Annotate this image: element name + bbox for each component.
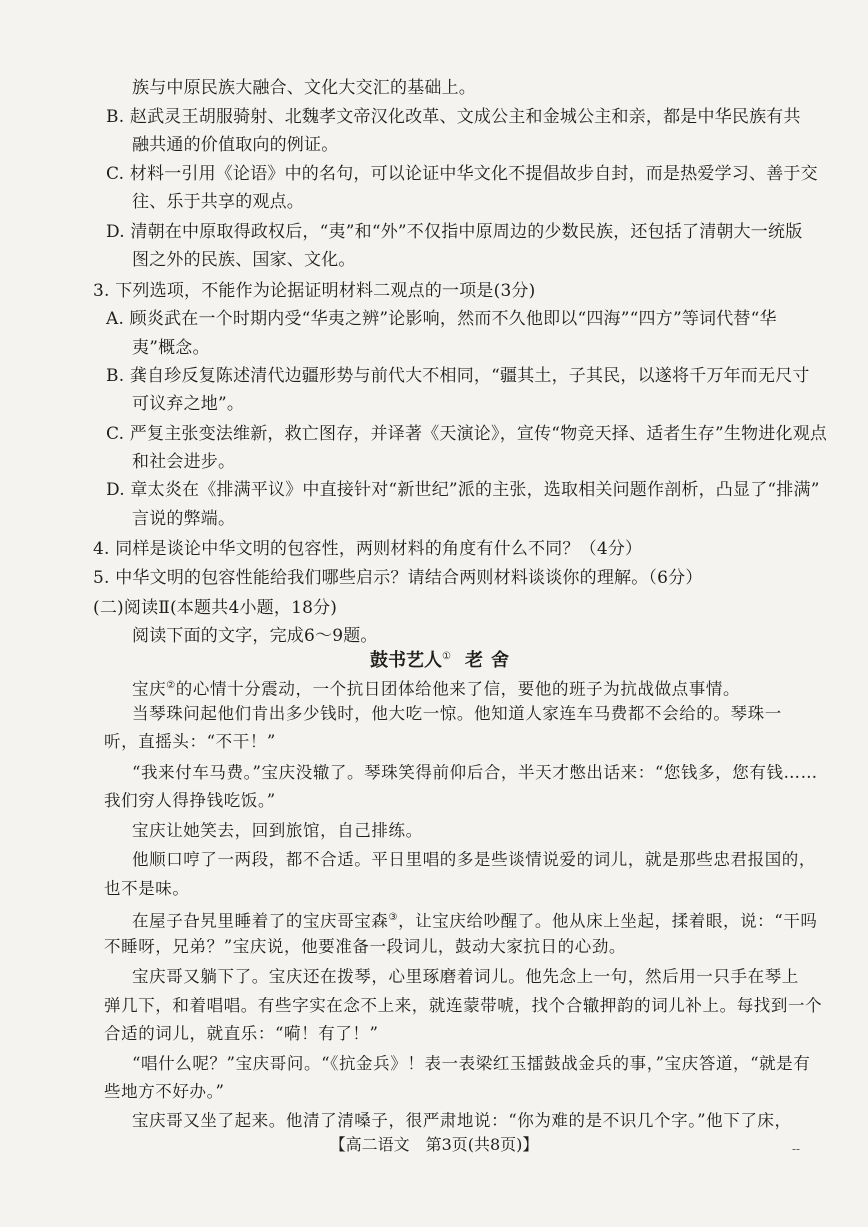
footer-mark: -- (792, 1142, 801, 1156)
story-p6-line2: 不睡呀，兄弟？”宝庆说，他要准备一段词儿，鼓动大家抗日的心劲。 (104, 937, 627, 956)
p1-name: 宝庆 (132, 679, 167, 699)
question-4: 4. 同样是谈论中华文明的包容性，两则材料的角度有什么不同？（4分） (93, 539, 643, 559)
question-5: 5. 中华文明的包容性能给我们哪些启示？请结合两则材料谈谈你的理解。（6分） (93, 568, 703, 588)
story-p6-line1 (132, 907, 818, 933)
q3-option-a-line2: 夷”概念。 (132, 338, 210, 358)
page-footer: 【高二语文 第3页(共8页)】 (329, 1135, 539, 1154)
story-title-text: 鼓书艺人 (370, 650, 442, 671)
story-p7-line3: 合适的词儿，就直乐：“嗬！有了！” (104, 1024, 379, 1043)
q3-option-b-line1: B. 龚自珍反复陈述清代边疆形势与前代大不相同，“疆其土，子其民，以遂将千万年而无尺寸 (106, 366, 810, 386)
q3-option-c-line2: 和社会进步。 (132, 452, 236, 472)
p1-footnote-mark: ② (166, 680, 176, 691)
q3-option-c-line1: C. 严复主张变法维新，救亡图存，并译著《天演论》，宣传“物竞天择、适者生存”生物进化观点 (106, 424, 828, 444)
q2-option-d-line2: 图之外的民族、国家、文化。 (132, 250, 356, 270)
q2-option-a-continuation: 族与中原民族大融合、文化大交汇的基础上。 (132, 78, 476, 98)
story-author: 老舍 (464, 650, 517, 671)
section-instruction: 阅读下面的文字，完成6～9题。 (132, 626, 378, 646)
q3-stem: 3. 下列选项，不能作为论据证明材料二观点的一项是(3分) (93, 281, 536, 301)
story-title (370, 646, 517, 672)
story-p2-line1: 当琴珠问起他们肯出多少钱时，他大吃一惊。他知道人家连车马费都不会给的。琴珠一 (132, 704, 782, 723)
story-p3-line1: “我来付车马费。”宝庆没辙了。琴珠笑得前仰后合，半天才憋出话来：“您钱多，您有钱…… (132, 763, 818, 782)
q2-option-c-line1: C. 材料一引用《论语》中的名句，可以论证中华文化不提倡故步自封，而是热爱学习、善于交 (106, 164, 818, 184)
section-heading: (二)阅读Ⅱ(本题共4小题，18分) (93, 598, 338, 618)
p6-footnote-mark: ③ (388, 912, 399, 923)
q2-option-d-line1: D. 清朝在中原取得政权后，“夷”和“外”不仅指中原周边的少数民族，还包括了清朝大一统版 (106, 222, 803, 242)
story-p2-line2: 听，直摇头：“不干！” (104, 732, 276, 751)
story-p9-line1: 宝庆哥又坐了起来。他清了清嗓子，很严肃地说：“你为难的是不识几个字。”他下了床， (132, 1111, 792, 1130)
story-p8-line2: 些地方不好办。” (104, 1082, 225, 1101)
p6-text-b: ，让宝庆给吵醒了。他从床上坐起，揉着眼，说：“干吗 (398, 911, 818, 931)
title-footnote-mark: ① (442, 651, 451, 662)
q3-option-d-line1: D. 章太炎在《排满平议》中直接针对“新世纪”派的主张，选取相关问题作剖析，凸显了“排满” (106, 480, 820, 500)
story-p7-line1: 宝庆哥又躺下了。宝庆还在拨琴，心里琢磨着词儿。他先念上一句，然后用一只手在琴上 (132, 967, 799, 986)
story-p5-line2: 也不是味。 (104, 879, 190, 898)
story-p5-line1: 他顺口哼了一两段，都不合适。平日里唱的多是些谈情说爱的词儿，就是那些忠君报国的， (132, 850, 816, 869)
q3-option-a-line1: A. 顾炎武在一个时期内受“华夷之辨”论影响，然而不久他即以“四海”“四方”等词代替“华 (106, 309, 777, 329)
p1-text: 的心情十分震动，一个抗日团体给他来了信，要他的班子为抗战做点事情。 (175, 679, 741, 699)
story-p3-line2: 我们穷人得挣钱吃饭。” (104, 791, 276, 810)
story-p4: 宝庆让她笑去，回到旅馆，自己排练。 (132, 821, 423, 840)
q3-option-d-line2: 言说的弊端。 (132, 509, 236, 529)
q2-option-c-line2: 往、乐于共享的观点。 (132, 192, 304, 212)
story-p8-line1: “唱什么呢？”宝庆哥问。“《抗金兵》！表一表梁红玉擂鼓战金兵的事，”宝庆答道，“就是有 (132, 1054, 811, 1073)
story-paragraph-1 (132, 675, 740, 701)
q2-option-b-line2: 融共通的价值取向的例证。 (132, 135, 339, 155)
q3-option-b-line2: 可议弃之地”。 (132, 394, 245, 414)
q2-option-b-line1: B. 赵武灵王胡服骑射、北魏孝文帝汉化改革、文成公主和金城公主和亲，都是中华民族有共 (106, 107, 801, 127)
story-p7-line2: 弹几下，和着唱唱。有些字实在念不上来，就连蒙带唬，找个合辙押韵的词儿补上。每找到一个 (104, 996, 823, 1015)
p6-text-a: 在屋子旮旯里睡着了的宝庆哥宝森 (132, 911, 389, 931)
